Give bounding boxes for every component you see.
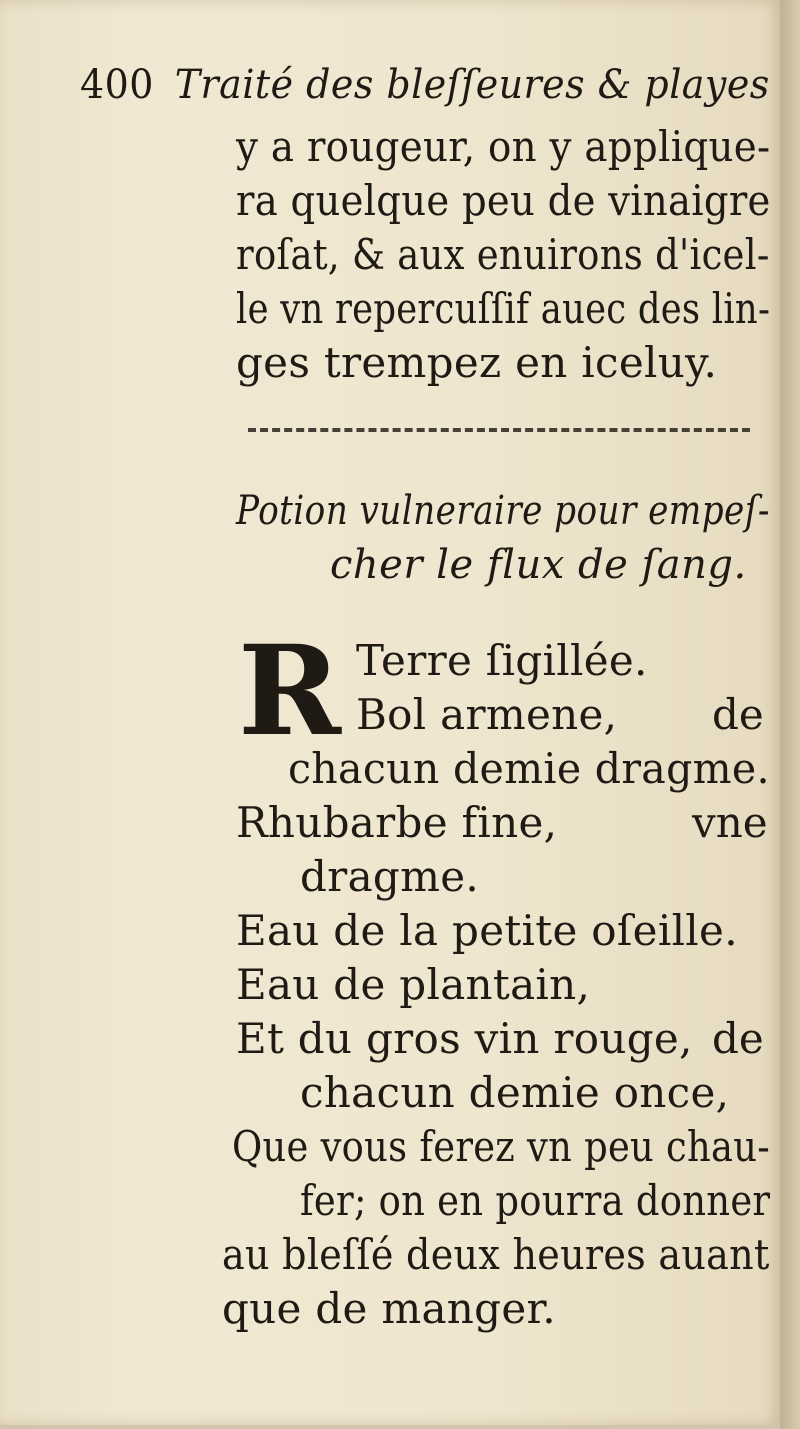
recipe-title-line: cher le flux de ſang. bbox=[330, 542, 747, 588]
text-line: le vn repercuſſif auec des lin- bbox=[236, 284, 771, 333]
recipe-line: Eau de plantain, bbox=[236, 960, 591, 1009]
recipe-line: chacun demie once, bbox=[300, 1068, 730, 1117]
quantity-word: vne bbox=[692, 798, 768, 847]
text-line: roſat, & aux enuirons d'icel- bbox=[236, 230, 770, 279]
recipe-line: chacun demie dragme. bbox=[288, 744, 770, 793]
drop-cap: R bbox=[238, 619, 342, 764]
recipe-line: Terre ſigillée. bbox=[356, 636, 648, 685]
section-divider bbox=[248, 428, 750, 432]
recipe-line: Bol armene, bbox=[356, 690, 618, 739]
running-title: Traité des bleſſeures & playes bbox=[174, 62, 770, 108]
quantity-word: de bbox=[712, 690, 764, 739]
recipe-line: Rhubarbe fine, bbox=[236, 798, 558, 847]
running-header bbox=[80, 62, 770, 108]
recipe-line: Que vous ferez vn peu chau- bbox=[232, 1122, 770, 1171]
text-line: y a rougeur, on y applique- bbox=[236, 122, 771, 171]
text-line: ges trempez en iceluy. bbox=[236, 338, 718, 387]
recipe-title-line: Potion vulneraire pour empeſ- bbox=[236, 488, 770, 534]
recipe-line: au bleſſé deux heures auant bbox=[222, 1230, 770, 1279]
recipe-line: fer; on en pourra donner bbox=[300, 1176, 771, 1225]
page-number: 400 bbox=[80, 62, 154, 108]
recipe-line: Eau de la petite oſeille. bbox=[236, 906, 738, 955]
recipe-line: dragme. bbox=[300, 852, 480, 901]
text-line: ra quelque peu de vinaigre bbox=[236, 176, 771, 225]
recipe-line: Et du gros vin rouge, bbox=[236, 1014, 693, 1063]
page-edge bbox=[780, 0, 800, 1429]
recipe-line: que de manger. bbox=[222, 1284, 556, 1333]
quantity-word: de bbox=[712, 1014, 764, 1063]
